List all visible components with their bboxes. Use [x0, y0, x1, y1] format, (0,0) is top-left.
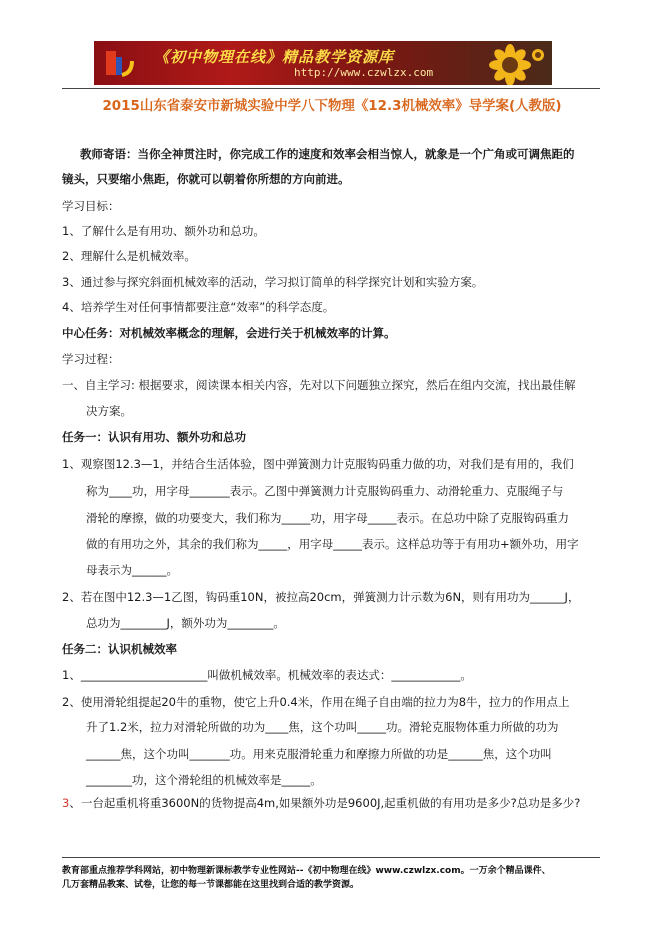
header-banner — [94, 41, 552, 85]
process-heading: 学习过程： — [62, 352, 120, 366]
task-one-q2-line-2: 总功为________J，额外功为________。 — [86, 616, 285, 630]
task-two-q2-line-4: ________功，这个滑轮组的机械效率是_____。 — [86, 773, 322, 787]
footer-line-1: 教育部重点推荐学科网站，初中物理新课标教学专业性网站--《初中物理在线》www.czwlzx.com。一万余个精品课件、 — [62, 866, 551, 876]
objectives-heading: 学习目标： — [62, 199, 120, 213]
task-one-q2-line-1: 2、若在图中12.3—1乙图，钩码重10N，被拉高20cm，弹簧测力计示数为6N，则有用功为______J， — [62, 590, 580, 604]
teacher-message-line-2: 镜头，只要缩小焦距，你就可以朝着你所想的方向前进。 — [62, 172, 350, 186]
self-study-line-1: 一、自主学习: 根据要求，阅读课本相关内容，先对以下问题独立探究，然后在组内交流，找出最佳解 — [62, 378, 576, 392]
objective-item-4: 4、培养学生对任何事情都要注意“效率”的科学态度。 — [62, 300, 335, 314]
question-number: 3 — [62, 796, 70, 810]
header-rule — [62, 88, 600, 89]
objective-item-2: 2、理解什么是机械效率。 — [62, 249, 196, 263]
task-two-heading: 任务二：认识机械效率 — [62, 642, 177, 656]
task-one-q1-line-4: 做的有用功之外，其余的我们称为_____，用字母_____表示。这样总功等于有用功+额外功，用字 — [86, 537, 579, 551]
task-one-q1-line-5: 母表示为______。 — [86, 563, 178, 577]
objective-item-3: 3、通过参与探究斜面机械效率的活动，学习拟订简单的科学探究计划和实验方案。 — [62, 275, 484, 289]
task-one-q1-line-2: 称为____功，用字母_______表示。乙图中弹簧测力计克服钩码重力、动滑轮重力、克服绳子与 — [86, 484, 564, 498]
task-one-q1-line-3: 滑轮的摩擦，做的功要变大，我们称为_____功，用字母_____表示。在总功中除了克服钩码重力 — [86, 511, 569, 525]
central-task: 中心任务：对机械效率概念的理解，会进行关于机械效率的计算。 — [62, 326, 396, 340]
task-one-q1-line-1: 1、观察图12.3—1，并结合生活体验，图中弹簧测力计克服钩码重力做的功，对我们是有用的，我们 — [62, 457, 574, 471]
footer-rule — [62, 857, 600, 858]
objective-item-1: 1、了解什么是有用功、额外功和总功。 — [62, 224, 265, 238]
task-two-q2-line-3: ______焦，这个功叫_______功。用来克服滑轮重力和摩擦力所做的功是______焦，这个功叫 — [86, 747, 552, 761]
task-two-q2-line-2: 升了1.2米，拉力对滑轮所做的功为____焦，这个功叫_____功。滑轮克服物体重力所做的功为 — [86, 720, 559, 734]
task-two-q2-line-1: 2、使用滑轮组提起20牛的重物，使它上升0.4米，作用在绳子自由端的拉力为8牛，拉力的作用点上 — [62, 695, 570, 709]
teacher-message-line-1: 教师寄语：当你全神贯注时，你完成工作的速度和效率会相当惊人，就象是一个广角或可调焦距的 — [80, 147, 575, 161]
footer-line-2: 几万套精品教案、试卷，让您的每一节课都能在这里找到合适的教学资源。 — [62, 880, 360, 890]
sunflower-icon — [488, 43, 548, 85]
task-two-q1: 1、______________________叫做机械效率。机械效率的表达式：____________。 — [62, 668, 472, 682]
banner-url: http://www.czwlzx.com — [294, 66, 434, 79]
logo-icon — [104, 47, 134, 79]
banner-title: 《初中物理在线》精品教学资源库 — [154, 48, 395, 66]
self-study-line-2: 决方案。 — [86, 404, 132, 418]
task-two-q3: 3、一台起重机将重3600N的货物提高4m,如果额外功是9600J,起重机做的有用功是多少?总功是多少? — [62, 796, 581, 810]
task-one-heading: 任务一：认识有用功、额外功和总功 — [62, 430, 246, 444]
document-title: 2015山东省泰安市新城实验中学八下物理《12.3机械效率》导学案(人教版) — [102, 99, 562, 114]
